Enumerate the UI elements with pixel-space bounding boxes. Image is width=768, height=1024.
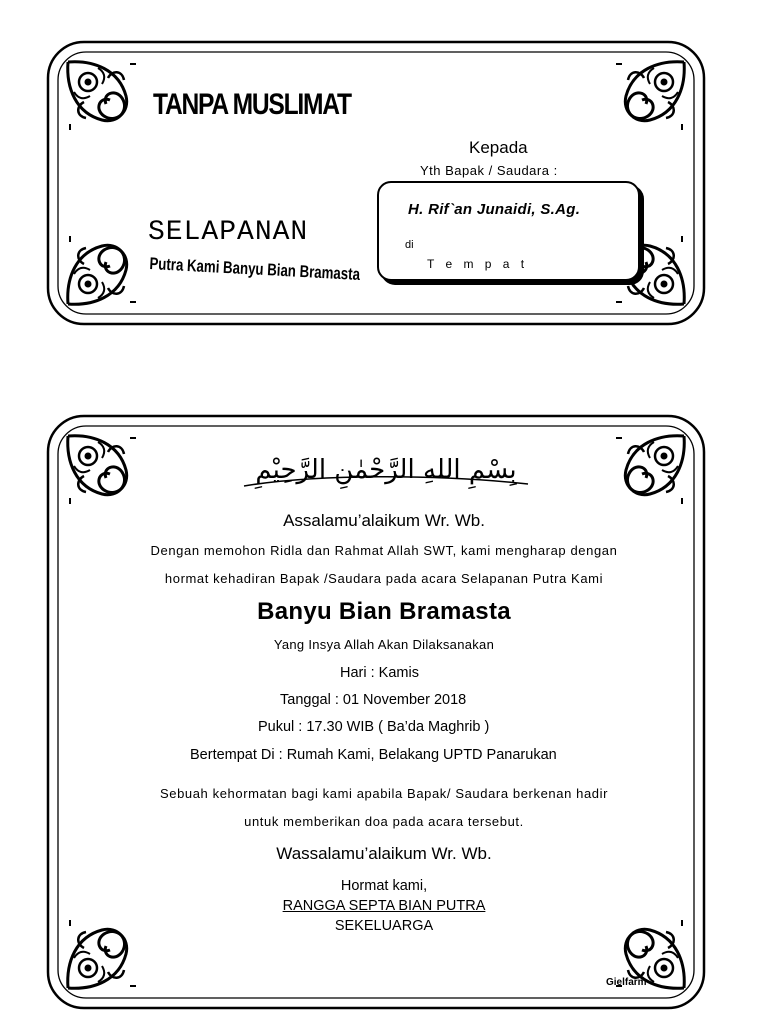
yth-label: Yth Bapak / Saudara : [420,163,558,178]
envelope-title: TANPA MUSLIMAT [153,88,351,121]
ornament-corner-icon [68,236,136,304]
event-day: Hari : Kamis [340,665,419,681]
ornament-corner-icon [68,436,136,504]
greeting: Assalamu’alaikum Wr. Wb. [283,511,485,530]
event-location: Bertempat Di : Rumah Kami, Belakang UPTD Panarukan [190,747,557,763]
event-date: Tanggal : 01 November 2018 [280,692,467,708]
credit-text: Gielfarm [606,977,647,988]
intro-line-2: hormat kehadiran Bapak /Saudara pada acara Selapanan Putra Kami [164,571,604,586]
outro-line-1: Sebuah kehormatan bagi kami apabila Bapak/ Saudara berkenan hadir [159,786,609,801]
event-subtitle: Putra Kami Banyu Bian Bramasta [149,254,361,285]
outro-line-2: untuk memberikan doa pada acara tersebut. [244,814,524,829]
ornament-corner-icon [68,62,136,130]
regards: Hormat kami, [340,878,428,894]
sender-family: SEKELUARGA [334,918,434,934]
tempat-label: T e m p a t [427,257,529,271]
ornament-corner-icon [616,436,684,504]
di-label: di [405,239,414,251]
svg-text:بِسْمِ اللهِ الرَّحْمٰنِ الرَّ: بِسْمِ اللهِ الرَّحْمٰنِ الرَّحِيْمِ [255,455,517,485]
event-title: SELAPANAN [148,217,309,248]
kepada-label: Kepada [469,138,528,157]
insya-line: Yang Insya Allah Akan Dilaksanakan [273,637,495,652]
bismillah-calligraphy [236,444,536,494]
sender-name: RANGGA SEPTA BIAN PUTRA [282,898,486,914]
intro-line-1: Dengan memohon Ridla dan Rahmat Allah SWT, kami mengharap dengan [150,543,618,558]
closing-greeting: Wassalamu’alaikum Wr. Wb. [276,844,492,863]
child-name: Banyu Bian Bramasta [257,598,511,625]
event-time: Pukul : 17.30 WIB ( Ba’da Maghrib ) [258,719,490,735]
recipient-name: H. Rif`an Junaidi, S.Ag. [408,201,581,218]
ornament-corner-icon [616,62,684,130]
